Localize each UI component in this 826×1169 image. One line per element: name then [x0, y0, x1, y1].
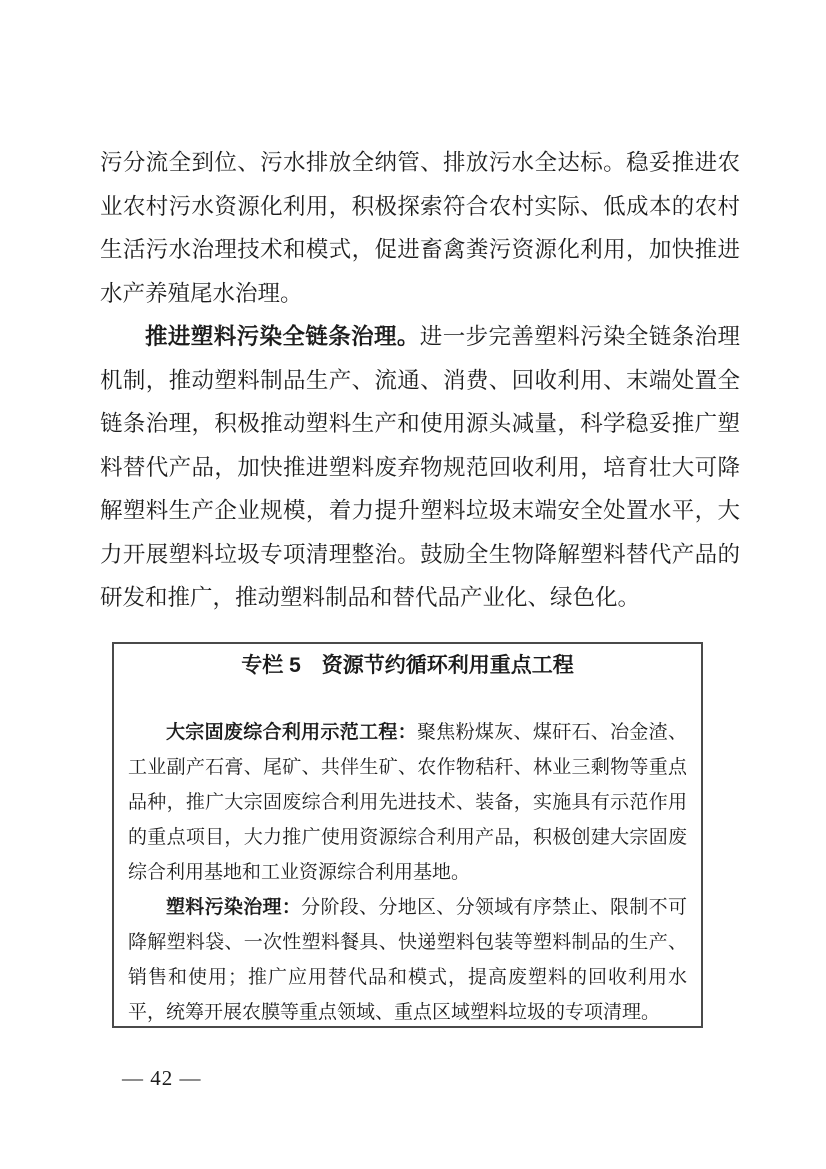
box-item-text: 聚焦粉煤灰、煤矸石、冶金渣、工业副产石膏、尾矿、共伴生矿、农作物秸秆、林业三剩物等重点品种，推广大宗固废综合利用先进技术、装备，实施具有示范作用的重点项目，大力推广使用资源综合利用产品，积极创建大宗固废综合利用基地和工业资源综合利用基地。 — [128, 722, 687, 883]
box-item-bulk-solid-waste — [128, 715, 687, 890]
box-item-bold-lead: 大宗固废综合利用示范工程： — [166, 722, 417, 743]
column-box-title: 专栏 5 资源节约循环利用重点工程 — [241, 654, 574, 677]
paragraph-plastic-pollution — [100, 315, 740, 620]
column-box-5 — [112, 642, 703, 1028]
box-item-plastic-pollution — [128, 890, 687, 1030]
page-number: — 42 — — [122, 1066, 202, 1090]
paragraph-bold-lead: 推进塑料污染全链条治理。 — [145, 324, 420, 349]
box-item-bold-lead: 塑料污染治理： — [166, 897, 302, 918]
box-item-text: 分阶段、分地区、分领域有序禁止、限制不可降解塑料袋、一次性塑料餐具、快递塑料包装等塑料制品的生产、销售和使用；推广应用替代品和模式，提高废塑料的回收利用水平，统筹开展农膜等重点领域、重点区域塑料垃圾的专项清理。 — [128, 897, 687, 1023]
body-text — [100, 141, 740, 620]
paragraph-text: 污分流全到位、污水排放全纳管、排放污水全达标。稳妥推进农业农村污水资源化利用，积极探索符合农村实际、低成本的农村生活污水治理技术和模式，促进畜禽粪污资源化利用，加快推进水产养殖尾水治理。 — [100, 150, 740, 306]
paragraph-text: 进一步完善塑料污染全链条治理机制，推动塑料制品生产、流通、消费、回收利用、末端处置全链条治理，积极推动塑料生产和使用源头减量，科学稳妥推广塑料替代产品，加快推进塑料废弃物规范回收利用，培育壮大可降解塑料生产企业规模，着力提升塑料垃圾末端安全处置水平，大力开展塑料垃圾专项清理整治。鼓励全生物降解塑料替代产品的研发和推广，推动塑料制品和替代品产业化、绿色化。 — [100, 324, 740, 610]
paragraph-sewage-treatment — [100, 141, 740, 315]
